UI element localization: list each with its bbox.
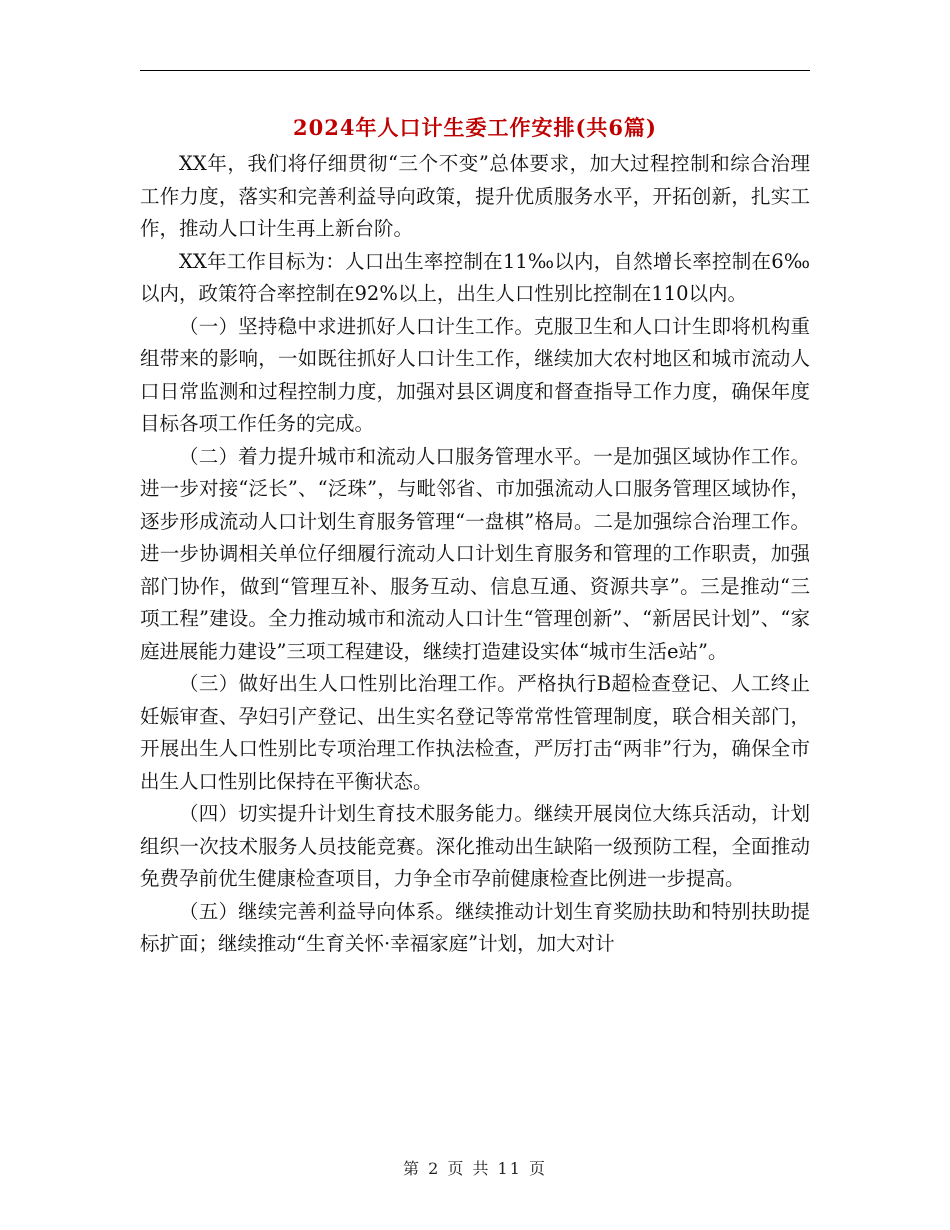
paragraph-targets: XX年工作目标为：人口出生率控制在11‰以内，自然增长率控制在6‰以内，政策符合率控制在92%以上，出生人口性别比控制在110以内。 [140, 249, 810, 305]
page-number: 第 2 页 共 11 页 [403, 1159, 547, 1178]
paragraph-section-2: （二）着力提升城市和流动人口服务管理水平。一是加强区域协作工作。进一步对接“泛长”、“泛珠”，与毗邻省、市加强流动人口服务管理区域协作，逐步形成流动人口计划生育服务管理“一盘棋”格局。二是加强综合治理工作。进一步协调相关单位仔细履行流动人口计划生育服务和管理的工作职责，加强部门协作，做到“管理互补、服务互动、信息互通、资源共享”。三是推动“三项工程”建设。全力推动城市和流动人口计生“管理创新”、“新居民计划”、“家庭进展能力建设”三项工程建设，继续打造建设实体“城市生活e站”。 [140, 444, 810, 663]
paragraph-section-4: （四）切实提升计划生育技术服务能力。继续开展岗位大练兵活动，计划组织一次技术服务人员技能竞赛。深化推动出生缺陷一级预防工程，全面推动免费孕前优生健康检查项目，力争全市孕前健康检查比例进一步提高。 [140, 802, 810, 890]
header-rule [140, 70, 810, 71]
paragraph-section-1: （一）坚持稳中求进抓好人口计生工作。克服卫生和人口计生即将机构重组带来的影响，一如既往抓好人口计生工作，继续加大农村地区和城市流动人口日常监测和过程控制力度，加强对县区调度和督查指导工作力度，确保年度目标各项工作任务的完成。 [140, 314, 810, 435]
paragraph-section-5: （五）继续完善利益导向体系。继续推动计划生育奖励扶助和特别扶助提标扩面；继续推动“生育关怀·幸福家庭”计划，加大对计 [140, 899, 810, 955]
document-title: 2024年人口计生委工作安排(共6篇) [293, 115, 657, 140]
paragraph-intro: XX年，我们将仔细贯彻“三个不变”总体要求，加大过程控制和综合治理工作力度，落实和完善利益导向政策，提升优质服务水平，开拓创新，扎实工作，推动人口计生再上新台阶。 [140, 152, 810, 240]
paragraph-section-3: （三）做好出生人口性别比治理工作。严格执行B超检查登记、人工终止妊娠审查、孕妇引产登记、出生实名登记等常常性管理制度，联合相关部门，开展出生人口性别比专项治理工作执法检查，严厉打击“两非”行为，确保全市出生人口性别比保持在平衡状态。 [140, 672, 810, 793]
document-body [140, 148, 810, 961]
